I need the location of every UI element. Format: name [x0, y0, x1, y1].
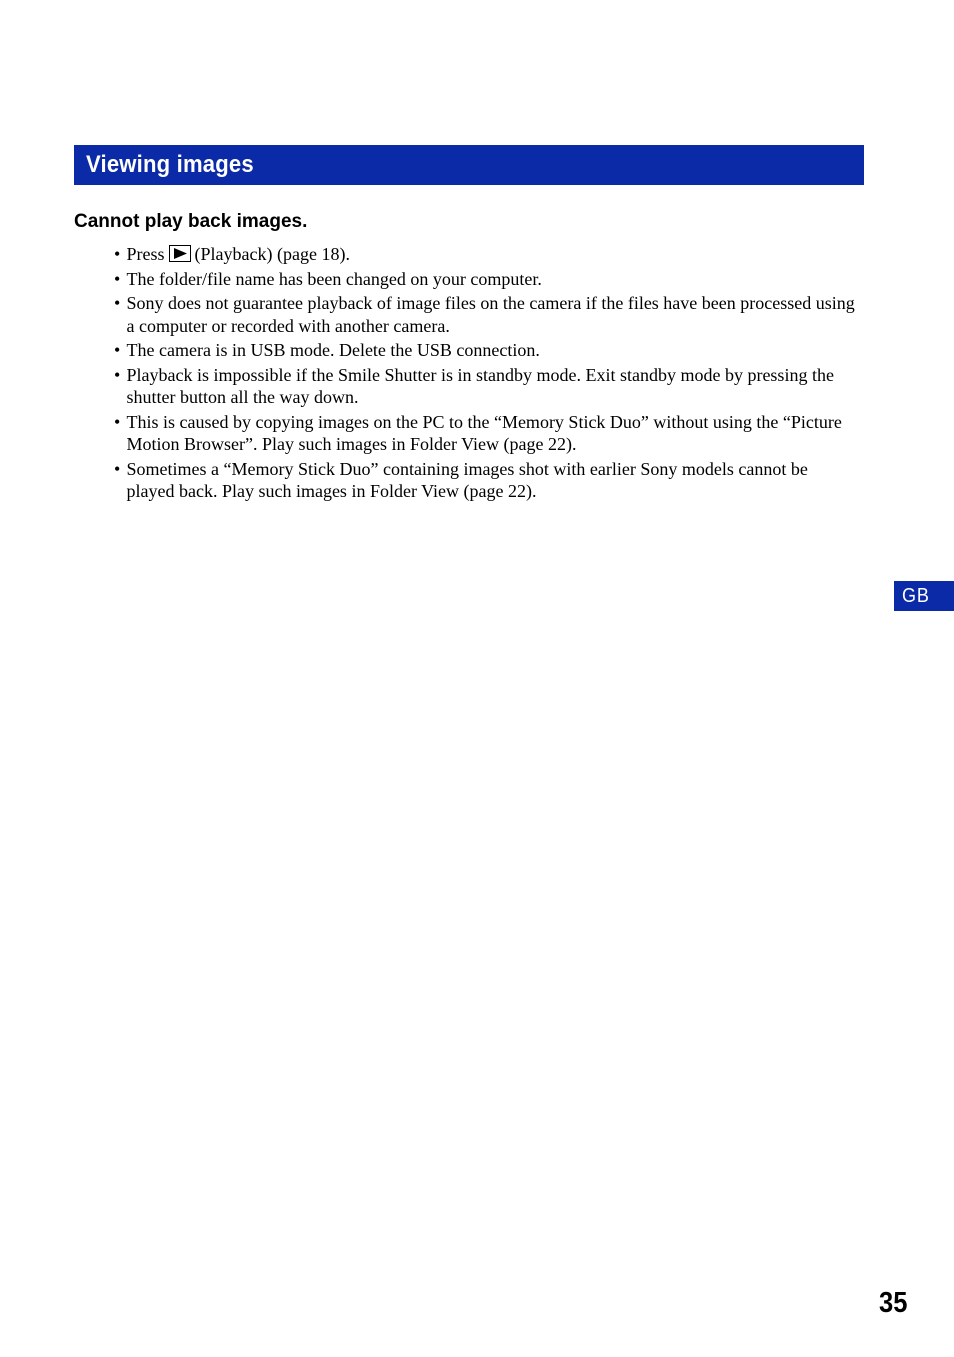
language-tab-label: GB	[902, 584, 930, 607]
list-item: • Sony does not guarantee playback of image files on the camera if the files have been processed using a computer or recorded with another camera.	[114, 292, 859, 337]
playback-icon	[169, 245, 191, 262]
page-number: 35	[879, 1287, 908, 1319]
list-item-text-before-icon: Press	[126, 244, 165, 264]
list-item-text-after-icon: (Playback) (page 18).	[194, 244, 350, 264]
list-item	[114, 243, 859, 266]
troubleshooting-list	[114, 243, 859, 505]
list-item: • The folder/file name has been changed on your computer.	[114, 268, 859, 291]
list-item: • Playback is impossible if the Smile Shutter is in standby mode. Exit standby mode by pressing the shutter button all the way down.	[114, 364, 859, 409]
troubleshooting-heading: Cannot play back images.	[74, 211, 308, 232]
section-title: Viewing images	[86, 151, 254, 178]
list-item: • This is caused by copying images on the PC to the “Memory Stick Duo” without using the “Picture Motion Browser”. Play such images in Folder View (page 22).	[114, 411, 859, 456]
list-item: • The camera is in USB mode. Delete the USB connection.	[114, 339, 859, 362]
language-tab	[894, 581, 954, 611]
list-item: • Sometimes a “Memory Stick Duo” containing images shot with earlier Sony models cannot be played back. Play such images in Folder View (page 22).	[114, 458, 859, 503]
section-header-bar	[74, 145, 864, 185]
